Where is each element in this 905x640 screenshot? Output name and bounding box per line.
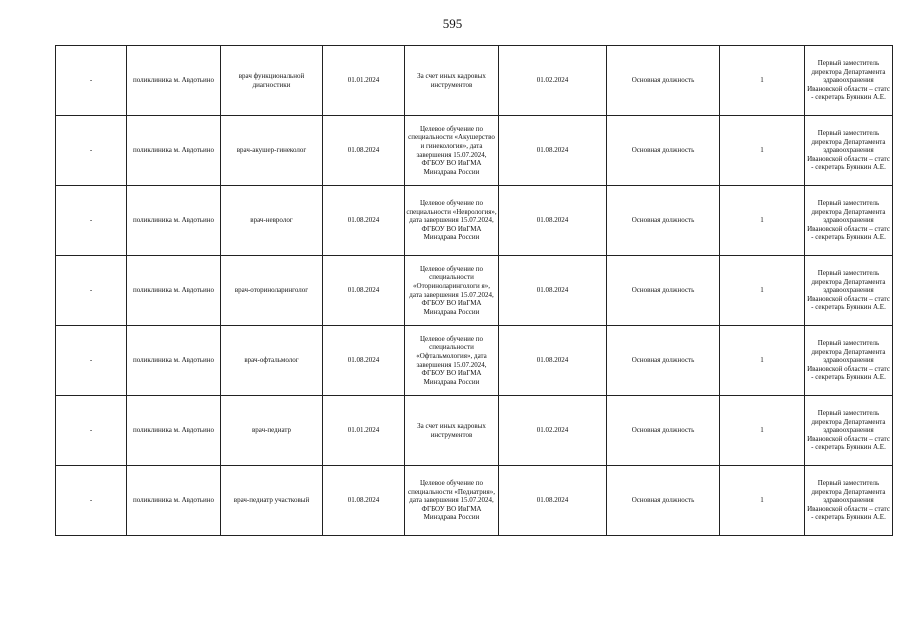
cell-post-type: Основная должность [607, 326, 720, 396]
cell-responsible: Первый заместитель директора Департамента здравоохранения Ивановской области – статс - секретарь Буянкин А.Е. [805, 326, 893, 396]
table-row [56, 186, 893, 256]
cell-number: - [56, 186, 127, 256]
cell-position: врач-оториноларинголог [221, 256, 323, 326]
cell-date-start: 01.08.2024 [323, 186, 405, 256]
cell-count: 1 [720, 186, 805, 256]
cell-count: 1 [720, 396, 805, 466]
cell-date-start: 01.08.2024 [323, 116, 405, 186]
cell-date-start: 01.08.2024 [323, 326, 405, 396]
table-row [56, 466, 893, 536]
cell-date-end: 01.08.2024 [499, 326, 607, 396]
page-number: 595 [442, 16, 463, 31]
cell-position: врач-офтальмолог [221, 326, 323, 396]
cell-organization: поликлиника м. Авдотьино [127, 116, 221, 186]
cell-date-start: 01.01.2024 [323, 396, 405, 466]
cell-position: врач-педиатр [221, 396, 323, 466]
cell-post-type: Основная должность [607, 46, 720, 116]
cell-organization: поликлиника м. Авдотьино [127, 396, 221, 466]
cell-date-end: 01.02.2024 [499, 46, 607, 116]
cell-post-type: Основная должность [607, 186, 720, 256]
table-body [56, 46, 893, 536]
cell-post-type: Основная должность [607, 396, 720, 466]
cell-funding: Целевое обучение по специальности «Офтальмология», дата завершения 15.07.2024, ФГБОУ ВО ИвГМА Минздрава России [405, 326, 499, 396]
cell-responsible: Первый заместитель директора Департамента здравоохранения Ивановской области – статс - секретарь Буянкин А.Е. [805, 256, 893, 326]
cell-funding: Целевое обучение по специальности «Педиатрия», дата завершения 15.07.2024, ФГБОУ ВО ИвГМА Минздрава России [405, 466, 499, 536]
cell-organization: поликлиника м. Авдотьино [127, 256, 221, 326]
vacancy-table [55, 45, 893, 536]
cell-post-type: Основная должность [607, 116, 720, 186]
cell-date-end: 01.08.2024 [499, 466, 607, 536]
cell-funding: Целевое обучение по специальности «Оториноларингологи я», дата завершения 15.07.2024, ФГБОУ ВО ИвГМА Минздрава России [405, 256, 499, 326]
cell-count: 1 [720, 326, 805, 396]
cell-responsible: Первый заместитель директора Департамента здравоохранения Ивановской области – статс - секретарь Буянкин А.Е. [805, 46, 893, 116]
cell-responsible: Первый заместитель директора Департамента здравоохранения Ивановской области – статс - секретарь Буянкин А.Е. [805, 466, 893, 536]
cell-organization: поликлиника м. Авдотьино [127, 466, 221, 536]
cell-position: врач-невролог [221, 186, 323, 256]
cell-funding: Целевое обучение по специальности «Акушерство и гинекология», дата завершения 15.07.2024, ФГБОУ ВО ИвГМА Минздрава России [405, 116, 499, 186]
cell-date-start: 01.08.2024 [323, 466, 405, 536]
cell-count: 1 [720, 256, 805, 326]
cell-organization: поликлиника м. Авдотьино [127, 186, 221, 256]
table-row [56, 396, 893, 466]
cell-number: - [56, 466, 127, 536]
cell-position: врач-акушер-гинеколог [221, 116, 323, 186]
cell-count: 1 [720, 466, 805, 536]
cell-count: 1 [720, 116, 805, 186]
table-row [56, 256, 893, 326]
table-row [56, 326, 893, 396]
cell-number: - [56, 396, 127, 466]
cell-organization: поликлиника м. Авдотьино [127, 326, 221, 396]
cell-date-end: 01.08.2024 [499, 116, 607, 186]
cell-date-end: 01.08.2024 [499, 186, 607, 256]
cell-date-end: 01.08.2024 [499, 256, 607, 326]
cell-responsible: Первый заместитель директора Департамента здравоохранения Ивановской области – статс - секретарь Буянкин А.Е. [805, 396, 893, 466]
table-row [56, 46, 893, 116]
cell-number: - [56, 46, 127, 116]
table-row [56, 116, 893, 186]
cell-number: - [56, 116, 127, 186]
cell-funding: Целевое обучение по специальности «Неврология», дата завершения 15.07.2024, ФГБОУ ВО ИвГМА Минздрава России [405, 186, 499, 256]
cell-count: 1 [720, 46, 805, 116]
cell-number: - [56, 326, 127, 396]
cell-post-type: Основная должность [607, 256, 720, 326]
cell-date-start: 01.08.2024 [323, 256, 405, 326]
cell-number: - [56, 256, 127, 326]
cell-funding: За счет иных кадровых инструментов [405, 46, 499, 116]
cell-position: врач функциональной диагностики [221, 46, 323, 116]
cell-date-start: 01.01.2024 [323, 46, 405, 116]
cell-funding: За счет иных кадровых инструментов [405, 396, 499, 466]
cell-responsible: Первый заместитель директора Департамента здравоохранения Ивановской области – статс - секретарь Буянкин А.Е. [805, 116, 893, 186]
cell-date-end: 01.02.2024 [499, 396, 607, 466]
cell-post-type: Основная должность [607, 466, 720, 536]
cell-responsible: Первый заместитель директора Департамента здравоохранения Ивановской области – статс - секретарь Буянкин А.Е. [805, 186, 893, 256]
cell-organization: поликлиника м. Авдотьино [127, 46, 221, 116]
cell-position: врач-педиатр участковый [221, 466, 323, 536]
